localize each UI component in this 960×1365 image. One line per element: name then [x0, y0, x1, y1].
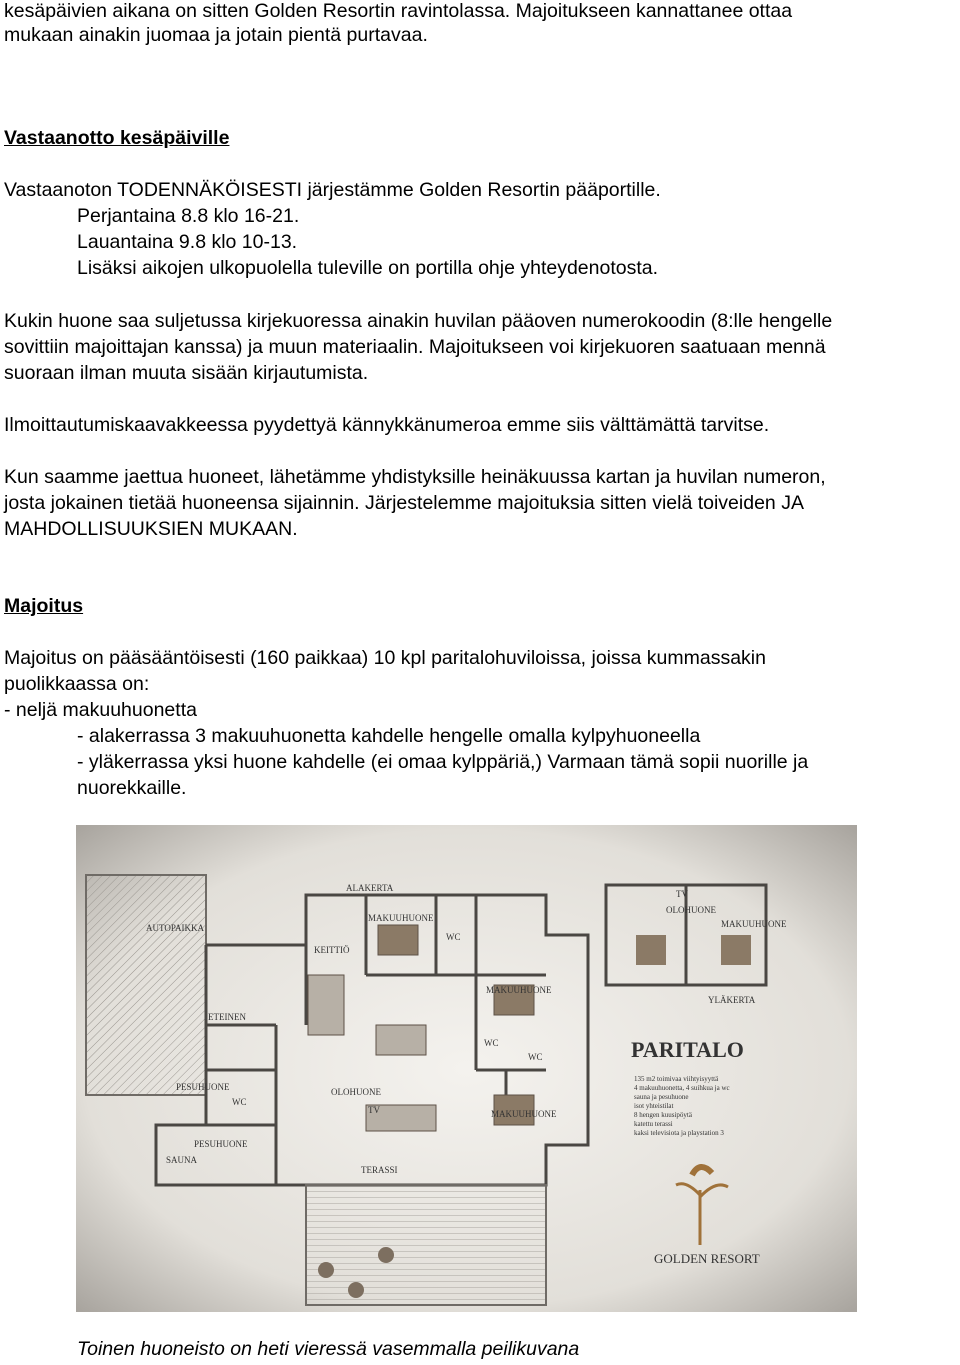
- label-wc-4: WC: [232, 1097, 247, 1107]
- reception-time-2: Lauantaina 9.8 klo 10-13.: [77, 231, 298, 253]
- label-makuuhuone-upper: MAKUUHUONE: [721, 919, 787, 929]
- label-pesuhuone-2: PESUHUONE: [194, 1139, 248, 1149]
- label-autopaikka: AUTOPAIKKA: [146, 923, 205, 933]
- reception-para1-line3: suoraan ilman muuta sisään kirjautumista.: [4, 362, 369, 384]
- carport-area: [86, 875, 206, 1095]
- reception-para3-line1: Kun saamme jaettua huoneet, lähetämme yhdistyksille heinäkuussa kartan ja huvilan numeron,: [4, 466, 826, 488]
- upper-bed: [636, 935, 666, 965]
- label-makuuhuone-3: MAKUUHUONE: [491, 1109, 557, 1119]
- reception-para2: Ilmoittautumiskaavakkeessa pyydettyä kännykkänumeroa emme siis välttämättä tarvitse.: [4, 414, 770, 436]
- feature-3: sauna ja pesuhuone: [634, 1093, 689, 1101]
- label-eteinen: ETEINEN: [208, 1012, 246, 1022]
- intro-line-2: mukaan ainakin juomaa ja jotain pientä purtavaa.: [4, 24, 428, 46]
- feature-5: 8 hengen kuusipöytä: [634, 1111, 692, 1119]
- label-sauna: SAUNA: [166, 1155, 198, 1165]
- reception-para3-line2: josta jokainen tietää huoneensa sijainnin. Järjestelemme majoituksia sitten vielä toiveiden JA: [4, 492, 804, 514]
- accommodation-heading: Majoitus: [4, 595, 84, 617]
- accommodation-line-1: Majoitus on pääsääntöisesti (160 paikkaa) 10 kpl paritalohuviloissa, joissa kummassakin: [4, 647, 766, 669]
- label-olohuone: OLOHUONE: [331, 1087, 381, 1097]
- label-wc-1: WC: [446, 932, 461, 942]
- label-pesuhuone-1: PESUHUONE: [176, 1082, 230, 1092]
- label-wc-2: WC: [484, 1038, 499, 1048]
- paritalo-title: PARITALO: [631, 1037, 744, 1062]
- label-makuuhuone-1: MAKUUHUONE: [368, 913, 434, 923]
- feature-4: isot yhteistilat: [634, 1102, 674, 1110]
- reception-para1-line1: Kukin huone saa suljetussa kirjekuoressa ainakin huvilan pääoven numerokoodin (8:lle hengelle: [4, 310, 833, 332]
- label-keittio: KEITTIÖ: [314, 945, 350, 955]
- accommodation-line-2: puolikkaassa on:: [4, 673, 150, 695]
- feature-1: 135 m2 toimivaa viihtyisyyttä: [634, 1075, 719, 1083]
- floorplan-image: [76, 825, 857, 1312]
- upper-bed-2: [721, 935, 751, 965]
- accommodation-sub-3: nuorekkaille.: [77, 777, 187, 799]
- label-makuuhuone-2: MAKUUHUONE: [486, 985, 552, 995]
- floorplan-caption: Toinen huoneisto on heti vieressä vasemmalla peilikuvana: [77, 1338, 580, 1360]
- feature-7: kaksi televisiota ja playstation 3: [634, 1129, 724, 1137]
- reception-time-1: Perjantaina 8.8 klo 16-21.: [77, 205, 300, 227]
- reception-heading: Vastaanotto kesäpäiville: [4, 127, 230, 149]
- feature-6: katettu terassi: [634, 1120, 673, 1128]
- label-alakerta: ALAKERTA: [346, 883, 394, 893]
- label-olohuone-upper: OLOHUONE: [666, 905, 716, 915]
- reception-lead: Vastaanoton TODENNÄKÖISESTI järjestämme Golden Resortin pääportille.: [4, 179, 661, 201]
- intro-line-1: kesäpäivien aikana on sitten Golden Resortin ravintolassa. Majoitukseen kannattanee ottaa: [4, 0, 793, 22]
- reception-para3-line3: MAHDOLLISUUKSIEN MUKAAN.: [4, 518, 298, 540]
- label-wc-3: WC: [528, 1052, 543, 1062]
- label-ylakerta: YLÄKERTA: [708, 995, 756, 1005]
- feature-2: 4 makuuhuonetta, 4 suihkua ja wc: [634, 1084, 730, 1092]
- reception-para1-line2: sovittiin majoittajan kanssa) ja muun materiaalin. Majoitukseen voi kirjekuoren saatuaan mennä: [4, 336, 826, 358]
- label-terassi: TERASSI: [361, 1165, 398, 1175]
- accommodation-sub-1: - alakerrassa 3 makuuhuonetta kahdelle hengelle omalla kylpyhuoneella: [77, 725, 701, 747]
- label-tv: TV: [368, 1105, 380, 1115]
- accommodation-sub-2: - yläkerrassa yksi huone kahdelle (ei omaa kylppäriä,) Varmaan tämä sopii nuorille ja: [77, 751, 809, 773]
- label-tv-upper: TV: [676, 889, 688, 899]
- terrace-area: [306, 1185, 546, 1305]
- reception-time-3: Lisäksi aikojen ulkopuolella tuleville on portilla ohje yhteydenotosta.: [77, 257, 659, 279]
- golden-resort-brand: GOLDEN RESORT: [654, 1251, 760, 1266]
- accommodation-line-3: - neljä makuuhuonetta: [4, 699, 197, 721]
